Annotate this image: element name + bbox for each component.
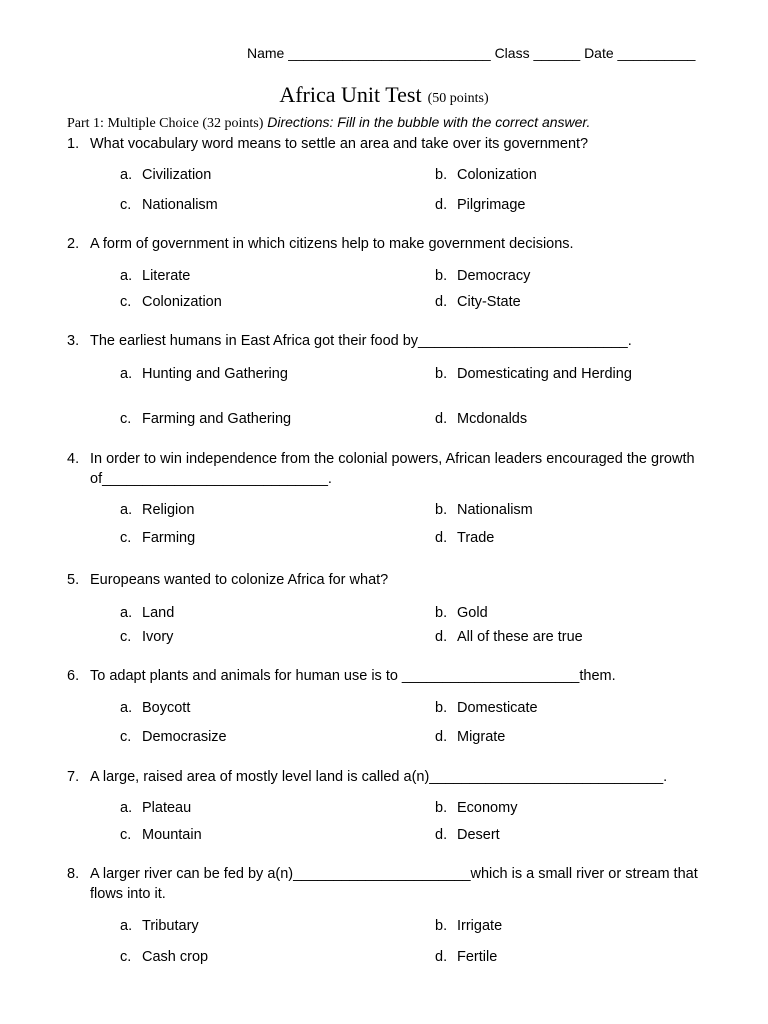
option-text: Colonization <box>457 167 537 183</box>
question-text: A larger river can be fed by a(n)______________________which is a small river or stream that flows into it. <box>90 866 698 902</box>
option-2d <box>435 294 521 310</box>
part-1-directions: Directions: Fill in the bubble with the correct answer. <box>267 114 591 130</box>
option-text: Hunting and Gathering <box>142 366 288 382</box>
option-1d <box>435 197 526 213</box>
option-text: Trade <box>457 530 495 546</box>
question-5 <box>67 570 707 590</box>
question-text: In order to win independence from the colonial powers, African leaders encouraged the growth of____________________________. <box>90 451 695 487</box>
question-number: 5. <box>67 572 80 588</box>
option-text: Democrasize <box>142 729 227 745</box>
part-1-heading <box>67 114 590 132</box>
option-text: Democracy <box>457 268 531 284</box>
option-letter: b. <box>435 700 448 716</box>
question-text: To adapt plants and animals for human use is to ______________________them. <box>90 668 616 684</box>
option-letter: b. <box>435 268 448 284</box>
option-text: City-State <box>457 294 521 310</box>
option-letter: d. <box>435 411 448 427</box>
option-letter: c. <box>120 530 132 546</box>
part-1-label: Part 1: Multiple Choice (32 points) <box>67 116 264 131</box>
option-5b <box>435 605 488 621</box>
option-1c <box>120 197 218 213</box>
option-6b <box>435 700 538 716</box>
option-letter: c. <box>120 629 132 645</box>
question-number: 3. <box>67 333 80 349</box>
option-8c <box>120 949 208 965</box>
question-4 <box>67 449 707 489</box>
option-4c <box>120 530 195 546</box>
option-text: Mountain <box>142 827 202 843</box>
test-title <box>0 82 768 108</box>
option-text: Pilgrimage <box>457 197 526 213</box>
option-4b <box>435 502 533 518</box>
option-letter: b. <box>435 918 448 934</box>
option-text: Domesticate <box>457 700 538 716</box>
option-text: All of these are true <box>457 629 583 645</box>
option-letter: d. <box>435 197 448 213</box>
option-8b <box>435 918 502 934</box>
option-text: Migrate <box>457 729 506 745</box>
option-text: Desert <box>457 827 500 843</box>
option-letter: c. <box>120 827 132 843</box>
question-number: 4. <box>67 451 80 467</box>
option-letter: d. <box>435 827 448 843</box>
option-text: Tributary <box>142 918 199 934</box>
option-3b <box>435 366 632 382</box>
option-2c <box>120 294 222 310</box>
option-text: Nationalism <box>457 502 533 518</box>
option-letter: a. <box>120 268 133 284</box>
option-letter: a. <box>120 918 133 934</box>
option-letter: b. <box>435 502 448 518</box>
question-number: 1. <box>67 136 80 152</box>
option-text: Boycott <box>142 700 191 716</box>
option-3c <box>120 411 291 427</box>
question-7 <box>67 767 707 787</box>
option-3d <box>435 411 527 427</box>
option-text: Farming <box>142 530 196 546</box>
option-letter: c. <box>120 411 132 427</box>
option-letter: c. <box>120 197 132 213</box>
option-letter: a. <box>120 366 133 382</box>
option-text: Civilization <box>142 167 212 183</box>
question-number: 6. <box>67 668 80 684</box>
option-letter: a. <box>120 800 133 816</box>
test-title-main: Africa Unit Test <box>279 82 422 107</box>
option-text: Cash crop <box>142 949 209 965</box>
question-8 <box>67 864 707 904</box>
option-text: Religion <box>142 502 195 518</box>
option-text: Gold <box>457 605 488 621</box>
option-letter: b. <box>435 800 448 816</box>
option-text: Economy <box>457 800 518 816</box>
option-letter: d. <box>435 294 448 310</box>
option-text: Fertile <box>457 949 498 965</box>
option-text: Farming and Gathering <box>142 411 292 427</box>
question-1 <box>67 134 707 154</box>
option-text: Irrigate <box>457 918 503 934</box>
option-text: Domesticating and Herding <box>457 366 632 382</box>
option-letter: a. <box>120 167 133 183</box>
option-2b <box>435 268 530 284</box>
option-letter: b. <box>435 366 448 382</box>
option-5d <box>435 629 583 645</box>
option-letter: a. <box>120 700 133 716</box>
option-letter: c. <box>120 294 132 310</box>
question-text: What vocabulary word means to settle an area and take over its government? <box>90 136 589 152</box>
option-2a <box>120 268 190 284</box>
option-7a <box>120 800 191 816</box>
question-text: A form of government in which citizens help to make government decisions. <box>90 236 574 252</box>
option-text: Colonization <box>142 294 222 310</box>
name-class-date-line: Name __________________________ Class ______ Date __________ <box>247 45 696 61</box>
option-6d <box>435 729 505 745</box>
option-letter: d. <box>435 949 448 965</box>
option-7c <box>120 827 202 843</box>
question-text: The earliest humans in East Africa got their food by__________________________. <box>90 333 632 349</box>
option-4d <box>435 530 494 546</box>
option-3a <box>120 366 288 382</box>
option-5a <box>120 605 174 621</box>
option-text: Nationalism <box>142 197 218 213</box>
test-points: (50 points) <box>427 91 489 106</box>
option-text: Literate <box>142 268 191 284</box>
question-number: 8. <box>67 866 80 882</box>
question-3 <box>67 331 707 351</box>
option-6c <box>120 729 227 745</box>
option-letter: b. <box>435 605 448 621</box>
option-1a <box>120 167 211 183</box>
option-1b <box>435 167 537 183</box>
option-text: Mcdonalds <box>457 411 528 427</box>
option-4a <box>120 502 194 518</box>
option-letter: a. <box>120 605 133 621</box>
option-letter: c. <box>120 949 132 965</box>
option-8a <box>120 918 199 934</box>
option-7b <box>435 800 517 816</box>
option-letter: b. <box>435 167 448 183</box>
question-number: 2. <box>67 236 80 252</box>
option-letter: d. <box>435 729 448 745</box>
option-text: Ivory <box>142 629 174 645</box>
question-text: Europeans wanted to colonize Africa for what? <box>90 572 389 588</box>
option-7d <box>435 827 500 843</box>
question-6 <box>67 666 707 686</box>
option-letter: d. <box>435 629 448 645</box>
question-2 <box>67 234 707 254</box>
question-text: A large, raised area of mostly level land is called a(n)_____________________________. <box>90 769 668 785</box>
question-number: 7. <box>67 769 80 785</box>
option-letter: a. <box>120 502 133 518</box>
option-text: Plateau <box>142 800 192 816</box>
option-8d <box>435 949 497 965</box>
option-letter: d. <box>435 530 448 546</box>
option-letter: c. <box>120 729 132 745</box>
option-6a <box>120 700 190 716</box>
option-text: Land <box>142 605 175 621</box>
option-5c <box>120 629 173 645</box>
